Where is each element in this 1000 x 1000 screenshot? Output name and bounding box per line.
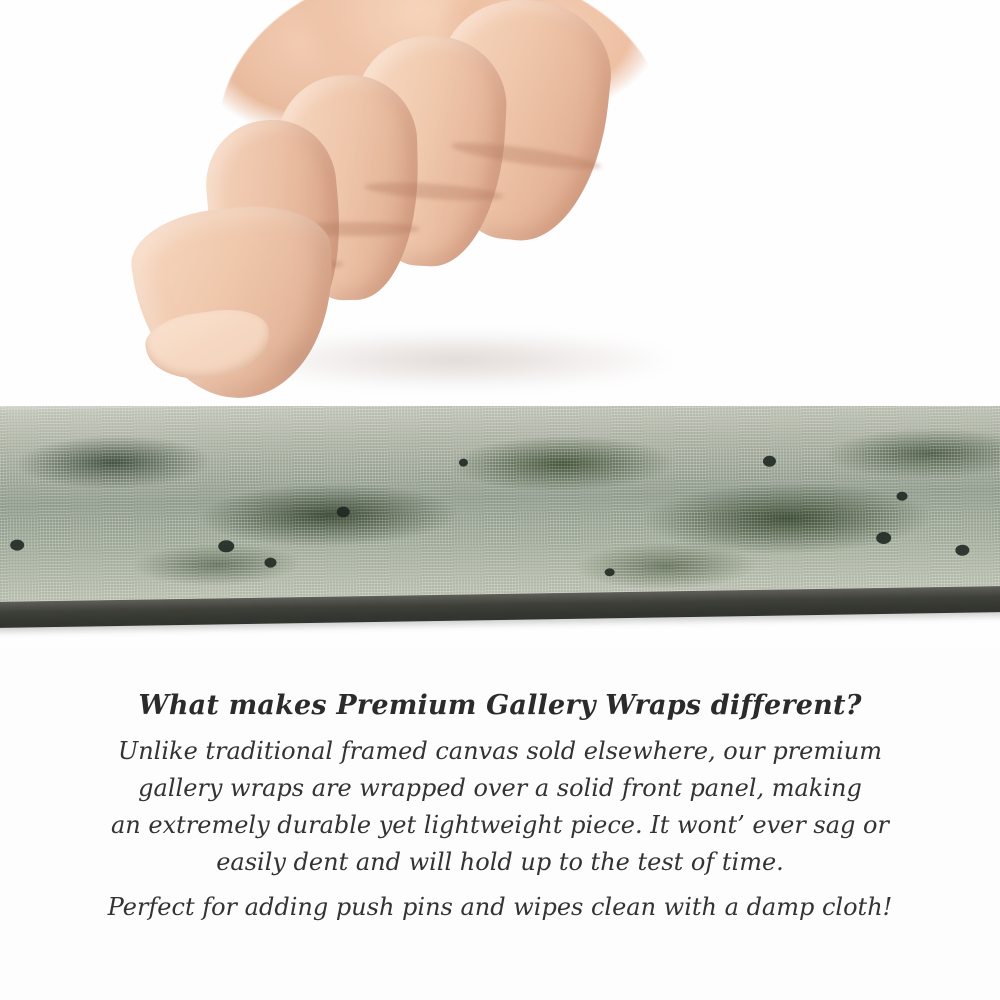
hand-illustration: [118, 0, 678, 420]
canvas-speck: [459, 459, 468, 467]
canvas-print-surface: [0, 406, 1000, 614]
canvas-weave-texture: [0, 406, 1000, 614]
caption-block: [0, 690, 1000, 926]
caption-line: an extremely durable yet lightweight piece. It wont’ ever sag or: [111, 811, 889, 839]
caption-line: Unlike traditional framed canvas sold elsewhere, our premium: [117, 737, 882, 765]
canvas-wrap-edge: [0, 406, 1000, 638]
hand-shadow: [238, 330, 678, 390]
caption-line: easily dent and will hold up to the test of time.: [216, 848, 784, 876]
caption-title: What makes Premium Gallery Wraps different?: [138, 690, 862, 721]
caption-line: gallery wraps are wrapped over a solid front panel, making: [138, 774, 862, 802]
caption-closing-line: Perfect for adding push pins and wipes clean with a damp cloth!: [107, 893, 893, 921]
